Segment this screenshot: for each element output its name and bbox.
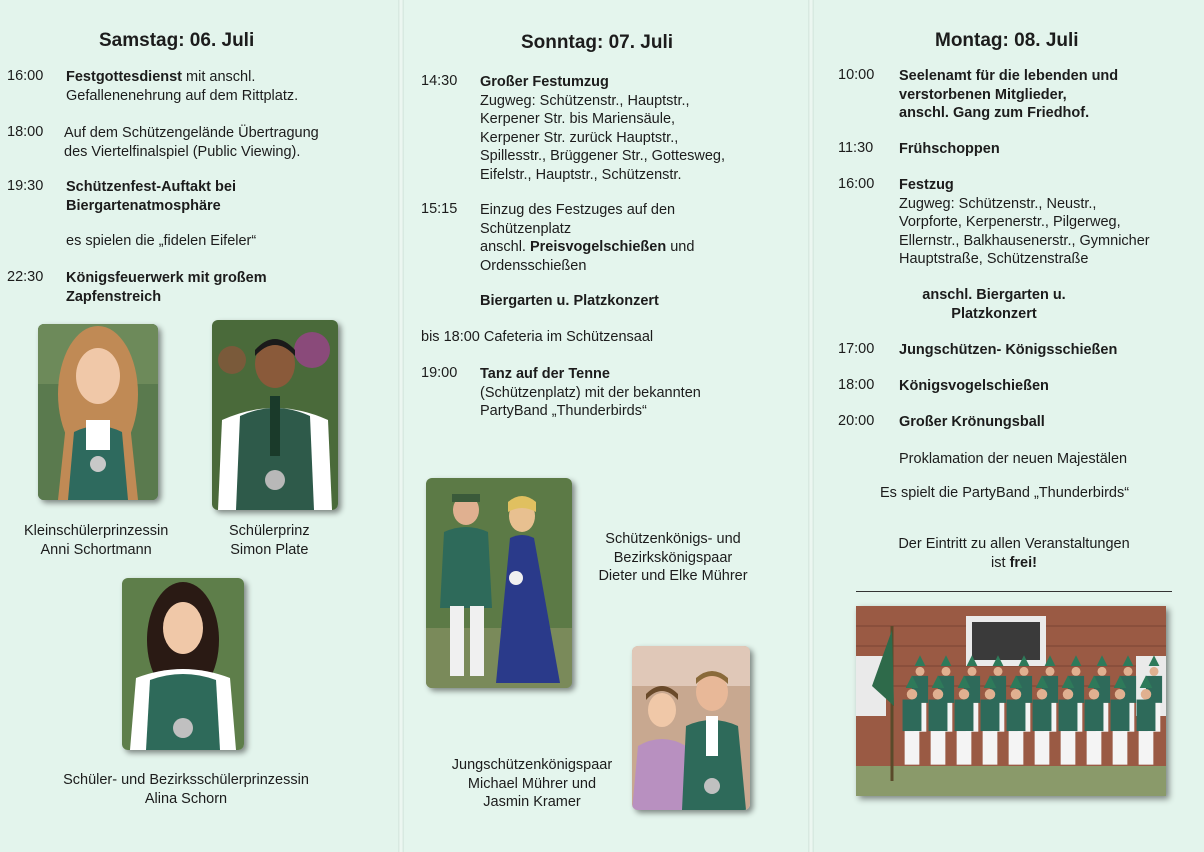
photo-schuetzenkoenigspaar bbox=[426, 478, 572, 688]
event-time: 15:15 bbox=[421, 201, 458, 217]
event-title: Königsvogelschießen bbox=[899, 378, 1049, 394]
event-note: Biergarten u. Platzkonzert bbox=[480, 293, 659, 309]
caption-schuetzenkoenigspaar: Schützenkönigs- und Bezirkskönigspaar Dieter und Elke Mührer bbox=[598, 531, 748, 584]
event-time: 18:00 bbox=[7, 124, 44, 140]
event-text: Festzug Zugweg: Schützenstr., Neustr., Vorpforte, Kerpenerstr., Pilgerweg, Ellernstr., Balkhausenerstr., Gymnicher Hauptstraße, Schützenstraße bbox=[899, 177, 1150, 267]
event-time: 17:00 bbox=[838, 341, 875, 357]
event-title: Seelenamt für die lebenden und verstorbenen Mitglieder, anschl. Gang zum Friedhof. bbox=[899, 68, 1119, 121]
event-time: 14:30 bbox=[421, 73, 458, 89]
event-title: Königsfeuerwerk mit großem Zapfenstreich bbox=[66, 270, 267, 305]
event-note: Proklamation der neuen Majestälen bbox=[899, 451, 1128, 467]
event-time: 19:00 bbox=[421, 365, 458, 381]
divider bbox=[856, 591, 1172, 592]
entry-note: Der Eintritt zu allen Veranstaltungen ist frei! bbox=[898, 536, 1130, 571]
photo-jungschuetzenkoenigspaar bbox=[632, 646, 750, 810]
monday-panel bbox=[814, 0, 1204, 852]
event-time: 20:00 bbox=[838, 413, 875, 429]
event-note: anschl. Biergarten u. Platzkonzert bbox=[922, 287, 1066, 322]
event-text: Einzug des Festzuges auf den Schützenplatz anschl. Preisvogelschießen und Ordensschießen bbox=[480, 202, 695, 274]
event-text: Auf dem Schützengelände Übertragung des Viertelfinalspiel (Public Viewing). bbox=[64, 125, 319, 160]
saturday-panel bbox=[0, 0, 398, 852]
event-note: es spielen die „fidelen Eifeler“ bbox=[66, 233, 257, 249]
photo-kleinschuelerprinzessin bbox=[38, 324, 158, 500]
saturday-heading: Samstag: 06. Juli bbox=[99, 30, 255, 51]
event-text: Tanz auf der Tenne (Schützenplatz) mit der bekannten PartyBand „Thunderbirds“ bbox=[480, 366, 701, 419]
event-time: 19:30 bbox=[7, 178, 44, 194]
event-text bbox=[66, 68, 298, 105]
event-title: Jungschützen- Königsschießen bbox=[899, 342, 1118, 358]
event-title: Frühschoppen bbox=[899, 141, 1000, 157]
event-time: 22:30 bbox=[7, 269, 44, 285]
caption-schuelerprinz: Schülerprinz Simon Plate bbox=[229, 523, 310, 558]
event-title: Schützenfest-Auftakt bei Biergartenatmosphäre bbox=[66, 179, 236, 214]
event-text-line: Gefallenenehrung auf dem Rittplatz. bbox=[66, 87, 299, 104]
sunday-panel bbox=[404, 0, 808, 852]
event-time: 16:00 bbox=[838, 176, 875, 192]
event-time: 16:00 bbox=[7, 68, 44, 84]
caption-jungschuetzenkoenigspaar: Jungschützenkönigspaar Michael Mührer und Jasmin Kramer bbox=[451, 757, 613, 810]
event-time: 11:30 bbox=[838, 140, 874, 156]
monday-heading: Montag: 08. Juli bbox=[935, 30, 1079, 51]
caption-schuelerprinzessin: Schüler- und Bezirksschülerprinzessin Alina Schorn bbox=[63, 772, 309, 807]
photo-schuelerprinz bbox=[212, 320, 338, 510]
event-title: Festgottesdienst bbox=[66, 69, 183, 85]
event-text-rest: mit anschl. bbox=[182, 69, 256, 85]
event-note: Es spielt die PartyBand „Thunderbirds“ bbox=[880, 485, 1130, 501]
event-text: Großer Festumzug Zugweg: Schützenstr., Hauptstr., Kerpener Str. bis Mariensäule, Kerpener Str. zurück Hauptstr., Spillesstr., Brüggener Str., Gottesweg, Eifelstr., Hauptstr., Schützenstr. bbox=[480, 74, 726, 183]
photo-group bbox=[856, 606, 1166, 796]
caption-kleinschuelerprinzessin: Kleinschülerprinzessin Anni Schortmann bbox=[24, 523, 169, 558]
photo-schuelerprinzessin bbox=[122, 578, 244, 750]
event-time: 10:00 bbox=[838, 67, 875, 83]
event-text: bis 18:00 Cafeteria im Schützensaal bbox=[421, 329, 654, 345]
event-title: Großer Krönungsball bbox=[899, 414, 1045, 430]
event-time: 18:00 bbox=[838, 377, 875, 393]
sunday-heading: Sonntag: 07. Juli bbox=[521, 32, 674, 53]
